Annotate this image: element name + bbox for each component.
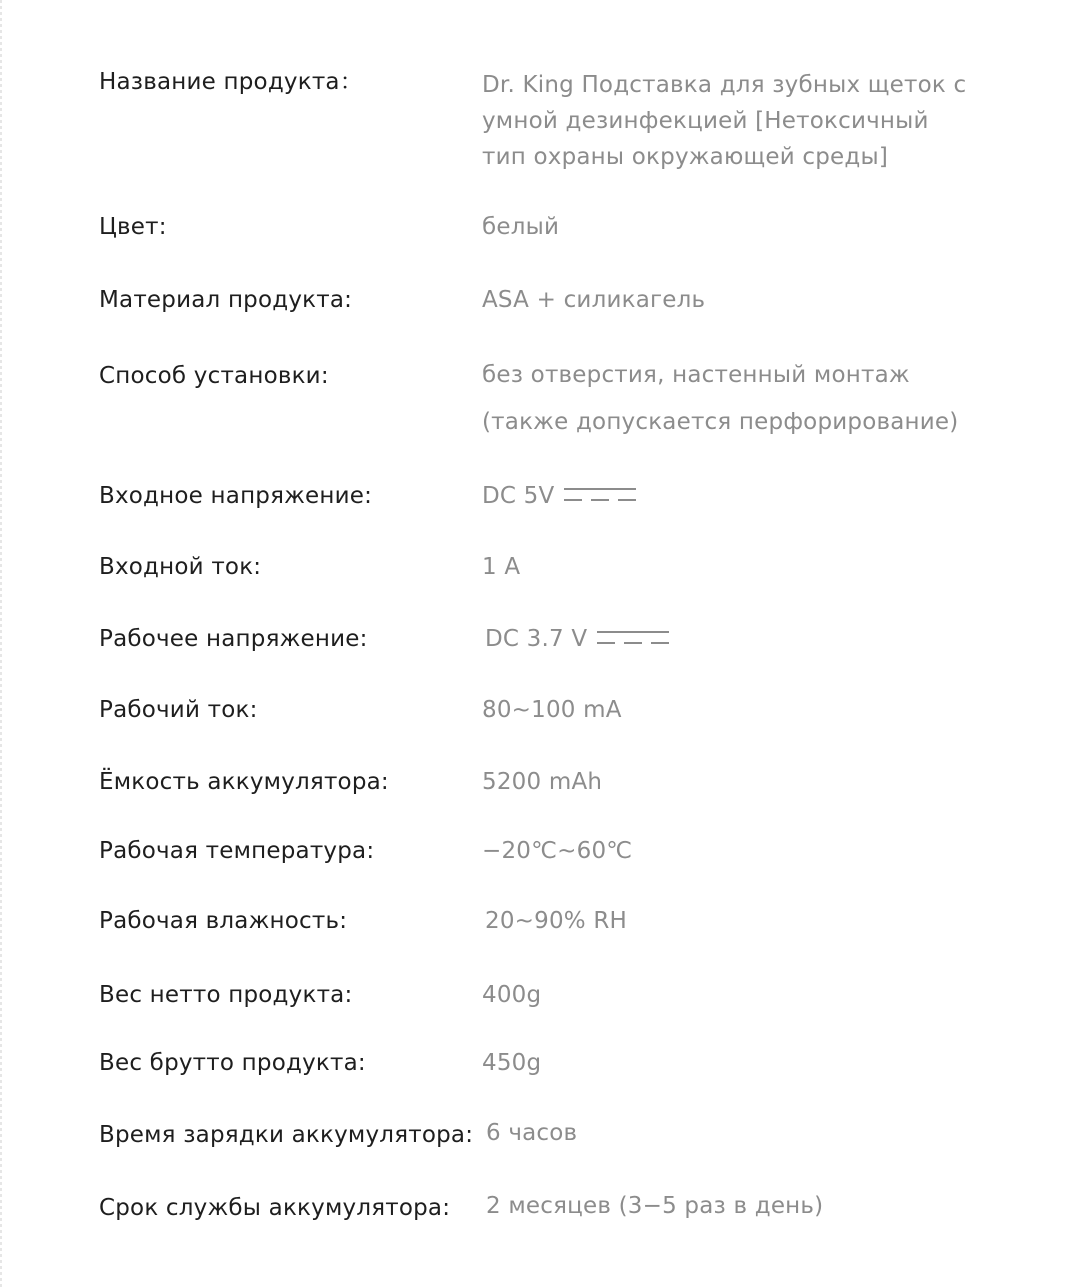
spec-value: −20℃~60℃ <box>482 838 633 864</box>
spec-value-text: DC 5V <box>482 483 555 509</box>
left-dotted-edge <box>0 0 2 1288</box>
spec-value <box>482 352 982 446</box>
spec-value: Dr. King Подставка для зубных щеток с умной дезинфекцией [Нетоксичный тип охраны окружающей среды] <box>482 72 967 170</box>
spec-label: Материал продукта: <box>99 287 353 313</box>
spec-label: Рабочее напряжение: <box>99 626 368 652</box>
spec-value-line: (также допускается перфорирование) <box>482 409 959 435</box>
spec-label: Входное напряжение: <box>99 483 373 509</box>
spec-label: Способ установки: <box>99 363 329 389</box>
spec-value: белый <box>482 214 560 240</box>
dc-current-symbol-icon <box>597 628 669 648</box>
spec-label: Вес нетто продукта: <box>99 982 353 1008</box>
spec-label: Входной ток: <box>99 554 262 580</box>
spec-value <box>485 621 985 657</box>
spec-label: Ёмкость аккумулятора: <box>99 769 389 795</box>
spec-label: Цвет: <box>99 214 167 240</box>
spec-label: Название продукта： <box>99 69 363 95</box>
spec-value: 2 месяцев (3−5 раз в день) <box>486 1193 824 1219</box>
spec-label: Вес брутто продукта: <box>99 1050 366 1076</box>
spec-value: 400g <box>482 982 542 1008</box>
spec-label: Рабочий ток: <box>99 697 258 723</box>
spec-value <box>482 478 982 514</box>
spec-label: Рабочая влажность: <box>99 908 348 934</box>
spec-value: 20~90% RH <box>485 908 628 934</box>
spec-label: Рабочая температура: <box>99 838 375 864</box>
spec-value: 80~100 mA <box>482 697 622 723</box>
spec-value-text: DC 3.7 V <box>485 626 588 652</box>
dc-current-symbol-icon <box>564 485 636 505</box>
spec-value-line: без отверстия, настенный монтаж <box>482 362 910 388</box>
spec-value: ASA + силикагель <box>482 287 706 313</box>
spec-label: Срок службы аккумулятора: <box>99 1195 451 1221</box>
spec-value: 1 A <box>482 554 521 580</box>
spec-value: 6 часов <box>486 1120 578 1146</box>
spec-value: 450g <box>482 1050 542 1076</box>
spec-value: 5200 mAh <box>482 769 603 795</box>
spec-label: Время зарядки аккумулятора: <box>99 1122 474 1148</box>
